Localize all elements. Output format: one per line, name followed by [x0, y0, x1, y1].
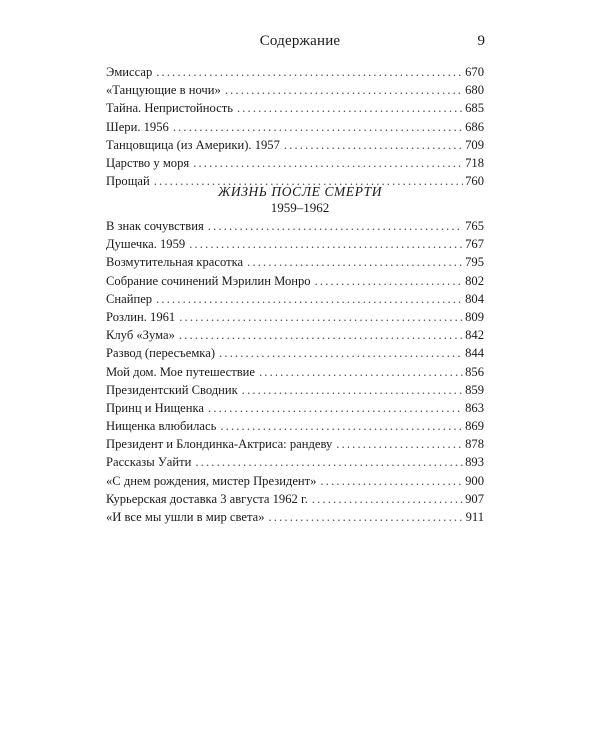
page-number: 9: [477, 33, 485, 49]
toc-entry-title: Душечка. 1959: [106, 237, 186, 252]
toc-entry: [106, 417, 484, 435]
toc-entry-page: 893: [465, 455, 484, 470]
dot-leader: [156, 63, 463, 81]
toc-entry-page: 878: [465, 437, 484, 452]
toc-entry-title: Танцовщица (из Америки). 1957: [106, 137, 280, 152]
toc-entry-page: 804: [465, 291, 484, 306]
dot-leader: [156, 290, 463, 308]
toc-entry: [106, 63, 484, 81]
toc-entry-page: 686: [465, 119, 484, 134]
toc-entry-page: 844: [465, 346, 484, 361]
dot-leader: [208, 399, 463, 417]
dot-leader: [259, 363, 463, 381]
toc-entry-title: Розлин. 1961: [106, 309, 176, 324]
toc-entry-title: Курьерская доставка 3 августа 1962 г.: [106, 491, 308, 506]
section-title: ЖИЗНЬ ПОСЛЕ СМЕРТИ: [217, 184, 383, 199]
toc-entry-page: 670: [465, 65, 484, 79]
dot-leader: [312, 490, 463, 508]
toc-entry-page: 802: [465, 273, 484, 288]
toc-entry-title: Президентский Сводник: [106, 382, 238, 397]
toc-entry-title: В знак сочувствия: [106, 219, 204, 233]
toc-entry: [106, 453, 484, 471]
toc-entry-title: Тайна. Непристойность: [106, 101, 233, 116]
dot-leader: [219, 344, 463, 362]
dot-leader: [315, 272, 464, 290]
dot-leader: [220, 417, 463, 435]
toc-entry-page: 900: [465, 473, 484, 488]
dot-leader: [173, 118, 463, 136]
toc-entry-page: 869: [465, 419, 484, 434]
toc-entry: [106, 154, 484, 172]
toc-entry: [106, 363, 484, 381]
toc-entry-title: Эмиссар: [106, 65, 153, 79]
section-years: 1959–1962: [270, 200, 330, 215]
toc-entry-title: Снайпер: [106, 291, 153, 306]
toc-entry-page: 760: [465, 174, 484, 189]
toc-entry: [106, 472, 484, 490]
section-heading: [0, 184, 600, 216]
dot-leader: [284, 136, 463, 154]
dot-leader: [195, 453, 463, 471]
toc-entry-title: Собрание сочинений Мэрилин Монро: [106, 273, 311, 288]
toc-entry-page: 911: [465, 510, 484, 524]
toc-entry-page: 795: [465, 255, 484, 270]
toc-entry: [106, 399, 484, 417]
toc-entry-page: 863: [465, 400, 484, 415]
dot-leader: [225, 81, 463, 99]
toc-entry-title: Клуб «Зума»: [106, 328, 175, 343]
toc-entry: [106, 99, 484, 117]
toc-entry-title: Прощай: [106, 174, 150, 189]
toc-entry: [106, 435, 484, 453]
dot-leader: [336, 435, 463, 453]
toc-entry-page: 709: [465, 137, 484, 152]
toc-entry: [106, 508, 484, 526]
toc-entry: [106, 118, 484, 136]
dot-leader: [179, 308, 463, 326]
toc-entry-title: «И все мы ушли в мир света»: [106, 510, 265, 524]
toc-entry-title: Нищенка влюбилась: [106, 419, 217, 434]
toc-entry-page: 685: [465, 101, 484, 116]
dot-leader: [179, 326, 463, 344]
toc-entry: [106, 326, 484, 344]
toc-entry: [106, 217, 484, 235]
toc-entry-title: Рассказы Уайти: [106, 455, 192, 470]
toc-entry-page: 718: [465, 155, 484, 170]
toc-entry: [106, 136, 484, 154]
running-title: Содержание: [259, 33, 341, 49]
toc-entry: [106, 490, 484, 508]
toc-entry-title: Развод (пересъемка): [106, 346, 216, 361]
toc-entry: [106, 344, 484, 362]
toc-entry-page: 767: [465, 237, 484, 252]
toc-entry-title: Президент и Блондинка-Актриса: рандеву: [106, 437, 333, 452]
toc-entry-title: Возмутительная красотка: [106, 255, 244, 270]
toc-entry: [106, 290, 484, 308]
toc-entry-page: 680: [465, 83, 484, 98]
dot-leader: [320, 472, 463, 490]
toc-entry: [106, 308, 484, 326]
toc-entry-title: Шери. 1956: [106, 119, 169, 134]
toc-entry-page: 907: [465, 491, 484, 506]
toc-entry-title: Царство у моря: [106, 155, 190, 170]
dot-leader: [269, 508, 464, 526]
toc-entry-page: 842: [465, 328, 484, 343]
toc-entry-title: «С днем рождения, мистер Президент»: [106, 473, 317, 488]
toc-entry-title: «Танцующие в ночи»: [106, 83, 221, 98]
dot-leader: [242, 381, 463, 399]
toc-list-part2: [106, 217, 484, 526]
toc-entry: [106, 235, 484, 253]
toc-entry: [106, 381, 484, 399]
dot-leader: [189, 235, 463, 253]
dot-leader: [237, 99, 463, 117]
toc-list-part1: [106, 63, 484, 190]
toc-entry-page: 765: [465, 219, 484, 233]
toc-entry-title: Принц и Нищенка: [106, 400, 205, 415]
toc-entry: [106, 272, 484, 290]
toc-entry-page: 856: [465, 364, 484, 379]
dot-leader: [208, 217, 463, 235]
dot-leader: [193, 154, 463, 172]
toc-entry-page: 809: [465, 309, 484, 324]
toc-entry: [106, 253, 484, 271]
running-head: [0, 33, 600, 53]
dot-leader: [247, 253, 463, 271]
toc-entry-page: 859: [465, 382, 484, 397]
toc-entry-title: Мой дом. Мое путешествие: [106, 364, 255, 379]
toc-entry: [106, 81, 484, 99]
